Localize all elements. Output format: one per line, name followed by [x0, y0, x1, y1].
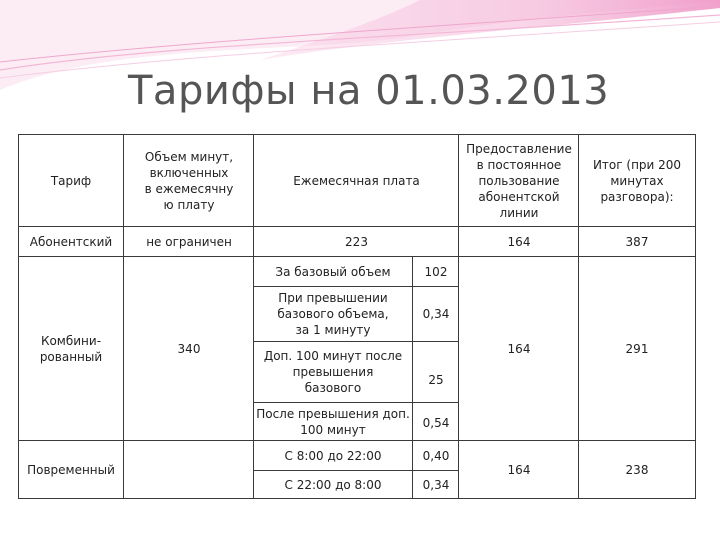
- combined-sub-value: 25: [428, 373, 444, 387]
- header-line-fee: Предоставление в постоянное пользование абонентской линии: [466, 142, 572, 220]
- row-subscriber-fee: 223: [345, 234, 368, 249]
- combined-sub-label: За базовый объем: [275, 264, 391, 279]
- time-sub-label: С 8:00 до 22:00: [284, 448, 382, 463]
- time-sub-value: 0,34: [422, 477, 450, 492]
- row-time-total: 238: [625, 462, 649, 477]
- header-monthly-fee: Ежемесячная плата: [293, 174, 420, 188]
- time-sub-value: 0,40: [422, 448, 450, 463]
- row-subscriber-line: 164: [507, 234, 531, 249]
- row-subscriber-total: 387: [625, 234, 649, 249]
- row-combined-total: 291: [625, 341, 649, 356]
- row-time-name: Повременный: [27, 462, 115, 477]
- header-tariff: Тариф: [50, 174, 92, 188]
- row-subscriber-volume: не ограничен: [146, 234, 232, 249]
- header-total: Итог (при 200 минутах разговора):: [592, 158, 682, 204]
- combined-sub-value: 102: [424, 264, 448, 279]
- combined-sub-label: После превышения доп. 100 минут: [256, 406, 410, 437]
- time-sub-label: С 22:00 до 8:00: [284, 477, 382, 492]
- header-minutes-volume: Объем минут, включенных в ежемесячну ю плату: [144, 150, 234, 212]
- row-combined-line: 164: [507, 341, 531, 356]
- row-combined-volume: 340: [177, 341, 201, 356]
- row-combined-name: Комбини- рованный: [39, 333, 103, 364]
- row-subscriber-name: Абонентский: [29, 234, 113, 249]
- combined-sub-label: Доп. 100 минут после превышения базового: [263, 349, 403, 395]
- combined-sub-value: 0,54: [422, 416, 450, 430]
- combined-sub-label: При превышении базового объема, за 1 минуту: [277, 291, 389, 337]
- page-title: Тарифы на 01.03.2013: [128, 68, 610, 114]
- row-time-line: 164: [507, 462, 531, 477]
- combined-sub-value: 0,34: [422, 307, 450, 321]
